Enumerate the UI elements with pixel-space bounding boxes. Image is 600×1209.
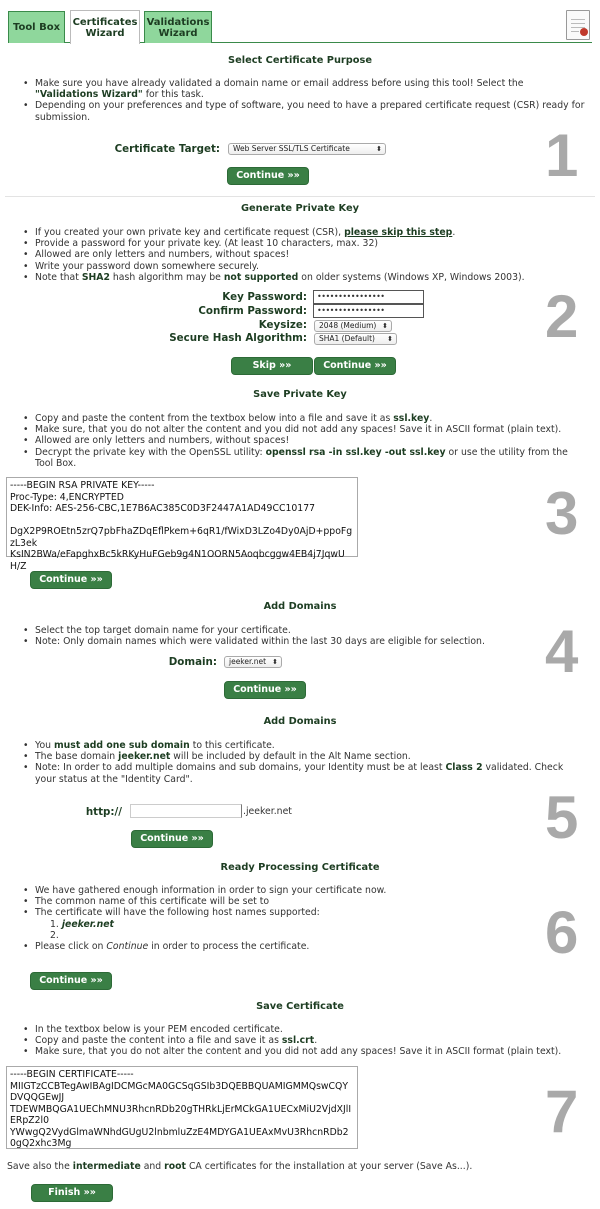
host-name-item <box>50 930 587 941</box>
text-segment: In the textbox below is your PEM encoded certificate. <box>35 1024 283 1035</box>
instructions-list <box>22 885 587 952</box>
text-segment: ssl.key <box>393 413 430 424</box>
text-segment: ssl.crt <box>281 1035 315 1047</box>
confirm-password-label: Confirm Password: <box>198 305 307 317</box>
list-item <box>22 941 587 952</box>
list-item <box>22 447 587 469</box>
instructions-list <box>22 740 587 785</box>
text-segment: The certificate will have the following host names supported: <box>35 907 320 919</box>
list-item <box>22 249 587 260</box>
list-item <box>22 751 587 762</box>
text-segment: Note that <box>35 271 82 283</box>
text-segment: Depending on your preferences and type of software, you need to have a prepared certificate request (CSR) ready for submission. <box>35 100 585 123</box>
continue-button[interactable]: Continue »» <box>131 830 213 848</box>
text-segment: Class 2 <box>445 762 483 774</box>
text-segment: Provide a password for your private key. (At least 10 characters, max. 32) <box>35 238 378 250</box>
text-segment: intermediate <box>72 1161 141 1172</box>
keysize-label: Keysize: <box>258 319 307 331</box>
bullets-before <box>22 885 587 919</box>
text-segment: and <box>140 1161 165 1172</box>
text-segment: . <box>314 1035 318 1047</box>
instructions-list <box>22 1024 587 1058</box>
step-number: 3 <box>545 480 579 547</box>
bullets-after <box>22 941 587 952</box>
section-title: Select Certificate Purpose <box>228 55 372 66</box>
domain-suffix: .jeeker.net <box>243 806 292 817</box>
list-item <box>22 238 587 249</box>
instructions-list <box>22 625 587 647</box>
private-key-textarea[interactable]: -----BEGIN RSA PRIVATE KEY----- Proc-Type: 4,ENCRYPTED DEK-Info: AES-256-CBC,1E7B6AC385C0D3F2447A1AD49CC10177 DgX2P9ROEtn5zrQ7pbFhaZDqEflPkem+6qR1/fWixD3LZo4Dy0AjD+ppoFgzL3ek KsIN2BWa/eFapghxBc5kRKyHuFGeb9g4N1OORN5Aoqbcggw4EB4j7JqwUH/Z <box>6 477 358 557</box>
list-item <box>22 896 587 907</box>
text-segment: openssl rsa -in ssl.key -out ssl.key <box>265 446 446 458</box>
list-item <box>22 636 587 647</box>
text-segment: for this task. <box>142 89 204 101</box>
keysize-select[interactable]: 2048 (Medium) ⬍ <box>314 320 392 332</box>
tab-validations-wizard[interactable]: Validations Wizard <box>144 11 212 43</box>
section-title: Add Domains <box>263 716 337 727</box>
host-name: jeeker.net <box>61 918 114 930</box>
text-segment: root <box>164 1161 186 1172</box>
text-segment: CA certificates for the installation at your server (Save As...). <box>185 1161 473 1172</box>
instructions-list <box>22 227 587 283</box>
confirm-password-input[interactable]: •••••••••••••••• <box>313 304 424 318</box>
text-segment: . <box>452 227 456 238</box>
text-segment: Copy and paste the content from the textbox below into a file and save it as <box>35 413 394 424</box>
section-title: Save Private Key <box>253 389 347 400</box>
list-item <box>22 424 587 435</box>
section-title: Generate Private Key <box>240 203 360 214</box>
hash-algorithm-select[interactable]: SHA1 (Default) ⬍ <box>314 333 397 345</box>
key-password-input[interactable]: •••••••••••••••• <box>313 290 424 304</box>
list-item <box>22 261 587 272</box>
text-segment: Copy and paste the content into a file and save it as <box>35 1035 282 1047</box>
text-segment: If you created your own private key and certificate request (CSR), <box>35 227 345 238</box>
tab-bar <box>8 10 592 43</box>
text-segment: Make sure you have already validated a domain name or email address before using this tool! Select the <box>35 78 524 89</box>
step-number: 7 <box>545 1078 579 1145</box>
text-segment: Allowed are only letters and numbers, without spaces! <box>35 435 290 447</box>
host-index: 1. <box>50 918 62 930</box>
instructions-list <box>22 78 587 123</box>
text-segment: not supported <box>223 271 299 283</box>
hash-algorithm-label: Secure Hash Algorithm: <box>169 332 307 344</box>
tab-tool-box[interactable]: Tool Box <box>8 11 65 43</box>
list-item <box>22 885 587 896</box>
skip-step-link[interactable]: please skip this step <box>344 227 453 238</box>
certificate-icon <box>566 10 590 40</box>
ca-certificates-note <box>7 1161 472 1172</box>
list-item <box>22 625 587 636</box>
text-segment: validated. Check your status at the "Identity Card". <box>35 762 564 785</box>
text-segment: in order to process the certificate. <box>148 941 310 953</box>
text-segment: on older systems (Windows XP, Windows 2003). <box>298 271 525 283</box>
step-number: 5 <box>545 784 579 851</box>
text-segment: Select the top target domain name for your certificate. <box>35 625 291 636</box>
list-item <box>22 78 587 100</box>
text-segment: "Validations Wizard" <box>35 89 143 101</box>
text-segment: Continue <box>106 941 149 953</box>
text-segment: must add one sub domain <box>53 740 190 751</box>
step-number: 4 <box>545 618 579 685</box>
step-number: 6 <box>545 899 579 966</box>
list-item <box>22 435 587 446</box>
section-title: Add Domains <box>263 601 337 612</box>
list-item <box>22 272 587 283</box>
text-segment: will be included by default in the Alt Name section. <box>170 751 411 763</box>
key-password-label: Key Password: <box>222 291 307 303</box>
text-segment: jeeker.net <box>118 751 171 763</box>
text-segment: Allowed are only letters and numbers, without spaces! <box>35 249 290 261</box>
text-segment: Please click on <box>35 941 107 953</box>
continue-button[interactable]: Continue »» <box>224 681 306 699</box>
list-item <box>22 740 587 751</box>
instructions-list <box>22 413 587 469</box>
text-segment: The common name of this certificate will be set to <box>35 896 270 908</box>
divider <box>5 196 595 197</box>
list-item <box>22 1046 587 1057</box>
certificate-target-label: Certificate Target: <box>114 143 220 155</box>
list-item <box>22 907 587 918</box>
step-number: 2 <box>545 283 579 350</box>
continue-button[interactable]: Continue »» <box>227 167 309 185</box>
text-segment: or use the utility from the Tool Box. <box>35 446 568 469</box>
subdomain-input[interactable] <box>130 804 242 818</box>
certificate-textarea[interactable]: -----BEGIN CERTIFICATE----- MIIGTzCCBTegAwIBAgIDCMGcMA0GCSqGSIb3DQEBBQUAMIGMMQswCQYDVQQGEwJJ TDEWMBQGA1UEChMNU3RhcnRDb20gTHRkLjErMCkGA1UECxMiU2VjdXJlIERpZ2l0 YWwgQ2VydGlmaWNhdGUgU2lnbmluZzE4MDYGA1UEAxMvU3RhcnRDb20gQ2xhc3Mg <box>6 1066 358 1149</box>
text-segment: Make sure, that you do not alter the content and you did not add any spaces! Save it in ASCII format (plain text). <box>35 424 562 436</box>
text-segment: . <box>429 413 433 424</box>
certificate-target-select[interactable]: Web Server SSL/TLS Certificate ⬍ <box>228 143 386 155</box>
list-item <box>22 1024 587 1035</box>
text-segment: We have gathered enough information in order to sign your certificate now. <box>35 885 387 896</box>
domain-select[interactable]: jeeker.net ⬍ <box>224 656 282 668</box>
text-segment: Note: Only domain names which were validated within the last 30 days are eligible for selection. <box>35 636 485 648</box>
list-item <box>22 762 587 784</box>
text-segment: SHA2 <box>81 271 110 283</box>
text-segment: You <box>35 740 54 751</box>
list-item <box>22 100 587 122</box>
text-segment: The base domain <box>35 751 119 763</box>
section-title: Ready Processing Certificate <box>220 862 380 873</box>
text-segment: Save also the <box>7 1161 73 1172</box>
host-names-list <box>50 919 587 941</box>
host-name-item <box>50 919 587 930</box>
continue-button[interactable]: Continue »» <box>30 972 112 990</box>
step-number: 1 <box>545 122 579 189</box>
continue-button[interactable]: Continue »» <box>314 357 396 375</box>
text-segment: Note: In order to add multiple domains and sub domains, your Identity must be at least <box>35 762 446 774</box>
text-segment: to this certificate. <box>189 740 275 751</box>
text-segment: hash algorithm may be <box>109 271 224 283</box>
http-prefix-label: http:// <box>85 806 122 818</box>
text-segment: Write your password down somewhere securely. <box>35 260 259 272</box>
list-item <box>22 413 587 424</box>
list-item <box>22 1035 587 1046</box>
section-title: Save Certificate <box>256 1001 344 1012</box>
finish-button[interactable]: Finish »» <box>31 1184 113 1202</box>
domain-label: Domain: <box>168 656 217 668</box>
host-index: 2. <box>50 929 59 941</box>
text-segment: Make sure, that you do not alter the content and you did not add any spaces! Save it in ASCII format (plain text). <box>35 1046 562 1058</box>
list-item <box>22 227 587 238</box>
tab-certificates-wizard[interactable]: Certificates Wizard <box>70 10 140 44</box>
skip-button[interactable]: Skip »» <box>231 357 313 375</box>
continue-button[interactable]: Continue »» <box>30 571 112 589</box>
text-segment: Decrypt the private key with the OpenSSL utility: <box>35 446 266 458</box>
